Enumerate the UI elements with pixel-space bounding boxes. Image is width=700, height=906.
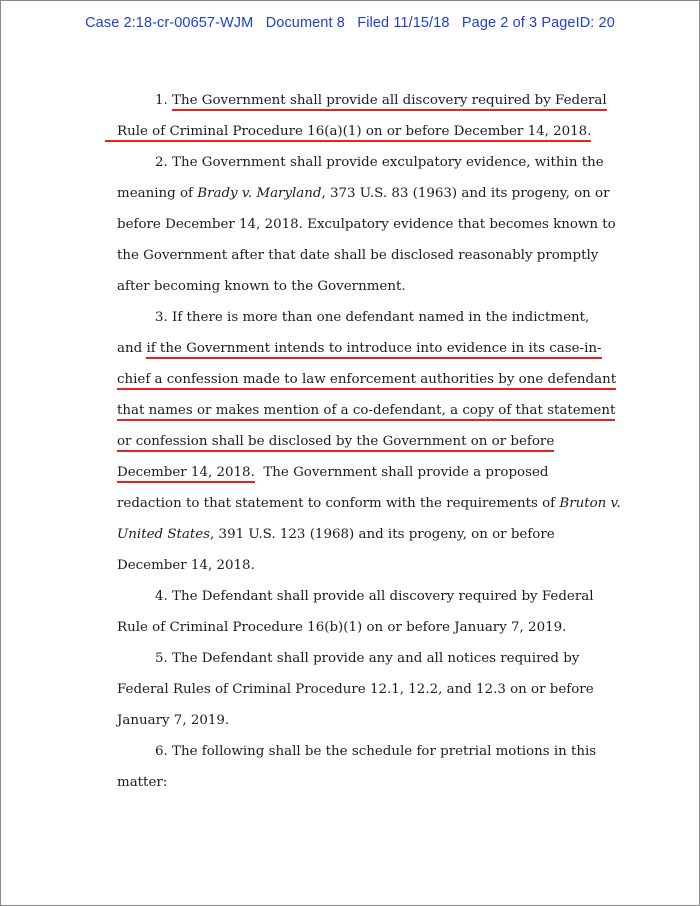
paragraph-4-line-2: Rule of Criminal Procedure 16(b)(1) on or before January 7, 2019. <box>117 620 567 635</box>
case-citation: Brady v. Maryland <box>197 186 322 201</box>
highlighted-text: chief a confession made to law enforcement authorities by one defendant <box>117 372 616 390</box>
paragraph-3-line-8 <box>117 519 591 550</box>
paragraph-6-line-2: matter: <box>117 775 168 790</box>
paragraph-text: The Defendant shall provide any and all notices required by <box>172 651 580 666</box>
case-citation: United States <box>117 527 211 542</box>
paragraph-5-line-3: January 7, 2019. <box>117 713 230 728</box>
page-indicator: Page 2 of 3 <box>461 15 538 31</box>
filed-date: Filed 11/15/18 <box>357 15 450 31</box>
paragraph-6-line-1 <box>117 736 597 767</box>
paragraph-text: The following shall be the schedule for pretrial motions in this <box>172 744 597 759</box>
paragraph-number: 5. <box>155 651 168 666</box>
highlighted-text: that names or makes mention of a co-defendant, a copy of that statement <box>117 403 615 421</box>
paragraph-3-line-6 <box>117 457 591 488</box>
paragraph-2-line-2 <box>117 178 610 209</box>
paragraph-2-line-5: after becoming known to the Government. <box>117 279 406 294</box>
paragraph-5-line-2: Federal Rules of Criminal Procedure 12.1, 12.2, and 12.3 on or before <box>117 682 594 697</box>
paragraph-text: The Government shall provide exculpatory evidence, within the <box>172 155 604 170</box>
paragraph-1-line-2 <box>117 116 591 147</box>
paragraph-3-line-3 <box>117 364 617 395</box>
paragraph-text: The Government shall provide a proposed <box>254 465 549 480</box>
paragraph-text: The Defendant shall provide all discovery required by Federal <box>172 589 594 604</box>
paragraph-3-line-2 <box>117 333 602 364</box>
court-filing-header <box>1 15 699 31</box>
page-id: PageID: 20 <box>541 15 615 31</box>
paragraph-text: , 373 U.S. 83 (1963) and its progeny, on or <box>321 186 610 201</box>
paragraph-3-line-9: December 14, 2018. <box>117 558 255 573</box>
paragraph-3-line-1 <box>117 302 591 333</box>
paragraph-1-line-1 <box>117 85 607 116</box>
paragraph-text: redaction to that statement to conform with the requirements of <box>117 496 560 511</box>
case-number: Case 2:18-cr-00657-WJM <box>85 15 254 31</box>
paragraph-number: 1. <box>155 93 168 108</box>
paragraph-3-line-4 <box>117 395 616 426</box>
paragraph-text: and <box>117 341 147 356</box>
highlighted-text: The Government shall provide all discovery required by Federal <box>172 93 607 111</box>
paragraph-5-line-1 <box>117 643 591 674</box>
highlighted-text: December 14, 2018. <box>117 465 255 483</box>
order-body <box>117 85 621 798</box>
paragraph-text: meaning of <box>117 186 198 201</box>
case-citation: Bruton v. <box>559 496 621 511</box>
highlighted-text: if the Government intends to introduce into evidence in its case-in- <box>146 341 601 359</box>
paragraph-number: 3. <box>155 310 168 325</box>
paragraph-3-line-7 <box>117 488 621 519</box>
document-number: Document 8 <box>265 15 345 31</box>
paragraph-2-line-3: before December 14, 2018. Exculpatory evidence that becomes known to <box>117 217 616 232</box>
paragraph-text: If there is more than one defendant named in the indictment, <box>172 310 590 325</box>
paragraph-number: 2. <box>155 155 168 170</box>
paragraph-number: 4. <box>155 589 168 604</box>
paragraph-2-line-4: the Government after that date shall be disclosed reasonably promptly <box>117 248 599 263</box>
highlighted-text: Rule of Criminal Procedure 16(a)(1) on or before December 14, 2018. <box>105 124 591 142</box>
paragraph-4-line-1 <box>117 581 594 612</box>
paragraph-3-line-5 <box>117 426 591 457</box>
paragraph-text: , 391 U.S. 123 (1968) and its progeny, on or before <box>210 527 555 542</box>
paragraph-2-line-1 <box>117 147 604 178</box>
highlighted-text: or confession shall be disclosed by the Government on or before <box>117 434 554 452</box>
paragraph-number: 6. <box>155 744 168 759</box>
